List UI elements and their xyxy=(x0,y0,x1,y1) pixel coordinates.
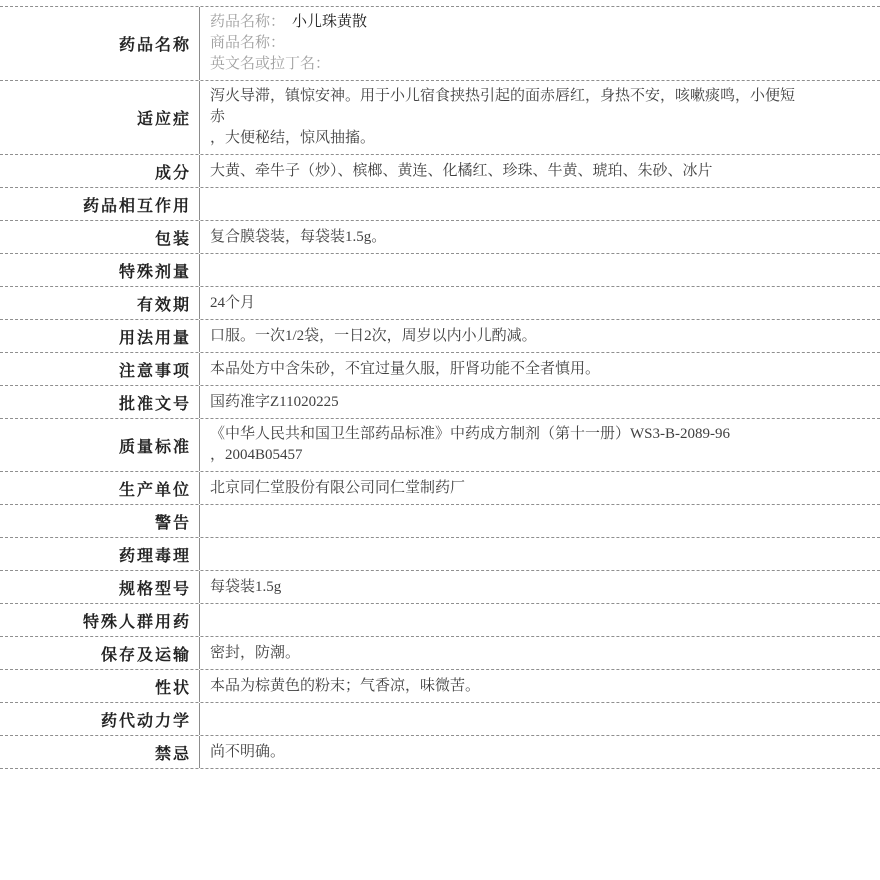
row-label: 成分 xyxy=(0,155,200,187)
table-row xyxy=(0,188,880,221)
row-label: 质量标准 xyxy=(0,419,200,471)
row-label: 禁忌 xyxy=(0,736,200,768)
table-row xyxy=(0,505,880,538)
table-row xyxy=(0,320,880,353)
table-row xyxy=(0,353,880,386)
row-content xyxy=(200,287,880,319)
content-line: ，大便秘结，惊风抽搐。 xyxy=(210,130,376,146)
content-line: ，2004B05457 xyxy=(210,447,303,463)
row-content xyxy=(200,571,880,603)
table-row xyxy=(0,637,880,670)
table-row xyxy=(0,703,880,736)
content-line: 国药准字Z11020225 xyxy=(210,393,339,410)
field-prefix: 商品名称： xyxy=(210,35,286,51)
field-prefix: 英文名或拉丁名： xyxy=(210,56,331,72)
row-content xyxy=(200,221,880,253)
table-row xyxy=(0,7,880,81)
content-line: 《中华人民共和国卫生部药品标准》中药成方制剂（第十一册）WS3-B-2089-96 xyxy=(210,426,730,442)
content-line: 本品为棕黄色的粉末；气香凉，味微苦。 xyxy=(210,677,481,694)
content-line: 口服。一次1/2袋，一日2次，周岁以内小儿酌减。 xyxy=(210,327,537,344)
drug-info-table xyxy=(0,6,880,769)
content-line xyxy=(210,54,800,75)
table-row xyxy=(0,571,880,604)
table-row xyxy=(0,736,880,769)
row-label: 规格型号 xyxy=(0,571,200,603)
content-line: 大黄、牵牛子（炒）、槟榔、黄连、化橘红、珍珠、牛黄、琥珀、朱砂、冰片 xyxy=(210,162,713,179)
table-row xyxy=(0,155,880,188)
content-line: 每袋装1.5g xyxy=(210,578,282,595)
content-line: 北京同仁堂股份有限公司同仁堂制药厂 xyxy=(210,479,466,496)
row-label: 包装 xyxy=(0,221,200,253)
row-content xyxy=(200,353,880,385)
row-content xyxy=(200,155,880,187)
content-line: 尚不明确。 xyxy=(210,743,286,760)
row-label: 特殊人群用药 xyxy=(0,604,200,636)
row-content xyxy=(200,637,880,669)
content-line: 泻火导滞，镇惊安神。用于小儿宿食挟热引起的面赤唇红，身热不安，咳嗽痰鸣，小便短赤 xyxy=(210,88,796,125)
content-line xyxy=(210,12,800,33)
row-content xyxy=(200,472,880,504)
row-content xyxy=(200,81,880,154)
row-content xyxy=(200,604,880,636)
table-row xyxy=(0,419,880,472)
row-content xyxy=(200,505,880,537)
table-row xyxy=(0,472,880,505)
row-label: 批准文号 xyxy=(0,386,200,418)
table-row xyxy=(0,386,880,419)
row-label: 保存及运输 xyxy=(0,637,200,669)
table-row xyxy=(0,287,880,320)
table-row xyxy=(0,221,880,254)
row-label: 警告 xyxy=(0,505,200,537)
table-row xyxy=(0,604,880,637)
field-value: 小儿珠黄散 xyxy=(292,14,368,30)
table-row xyxy=(0,538,880,571)
row-label: 药代动力学 xyxy=(0,703,200,735)
content-line: 复合膜袋装，每袋装1.5g。 xyxy=(210,228,387,245)
row-content xyxy=(200,703,880,735)
row-label: 药品相互作用 xyxy=(0,188,200,220)
row-content xyxy=(200,419,880,471)
row-content xyxy=(200,254,880,286)
row-label: 药理毒理 xyxy=(0,538,200,570)
row-label: 注意事项 xyxy=(0,353,200,385)
row-label: 用法用量 xyxy=(0,320,200,352)
row-content xyxy=(200,188,880,220)
content-line: 24个月 xyxy=(210,294,256,311)
row-content xyxy=(200,670,880,702)
row-content xyxy=(200,386,880,418)
row-label: 特殊剂量 xyxy=(0,254,200,286)
row-label: 适应症 xyxy=(0,81,200,154)
row-content xyxy=(200,7,880,80)
row-label: 有效期 xyxy=(0,287,200,319)
table-row xyxy=(0,254,880,287)
content-line: 本品处方中含朱砂，不宜过量久服，肝肾功能不全者慎用。 xyxy=(210,360,601,377)
row-content xyxy=(200,736,880,768)
content-line: 密封，防潮。 xyxy=(210,644,301,661)
field-prefix: 药品名称： xyxy=(210,14,286,30)
row-label: 生产单位 xyxy=(0,472,200,504)
table-row xyxy=(0,670,880,703)
row-label: 药品名称 xyxy=(0,7,200,80)
row-content xyxy=(200,320,880,352)
content-line xyxy=(210,33,800,54)
row-label: 性状 xyxy=(0,670,200,702)
row-content xyxy=(200,538,880,570)
table-row xyxy=(0,81,880,155)
